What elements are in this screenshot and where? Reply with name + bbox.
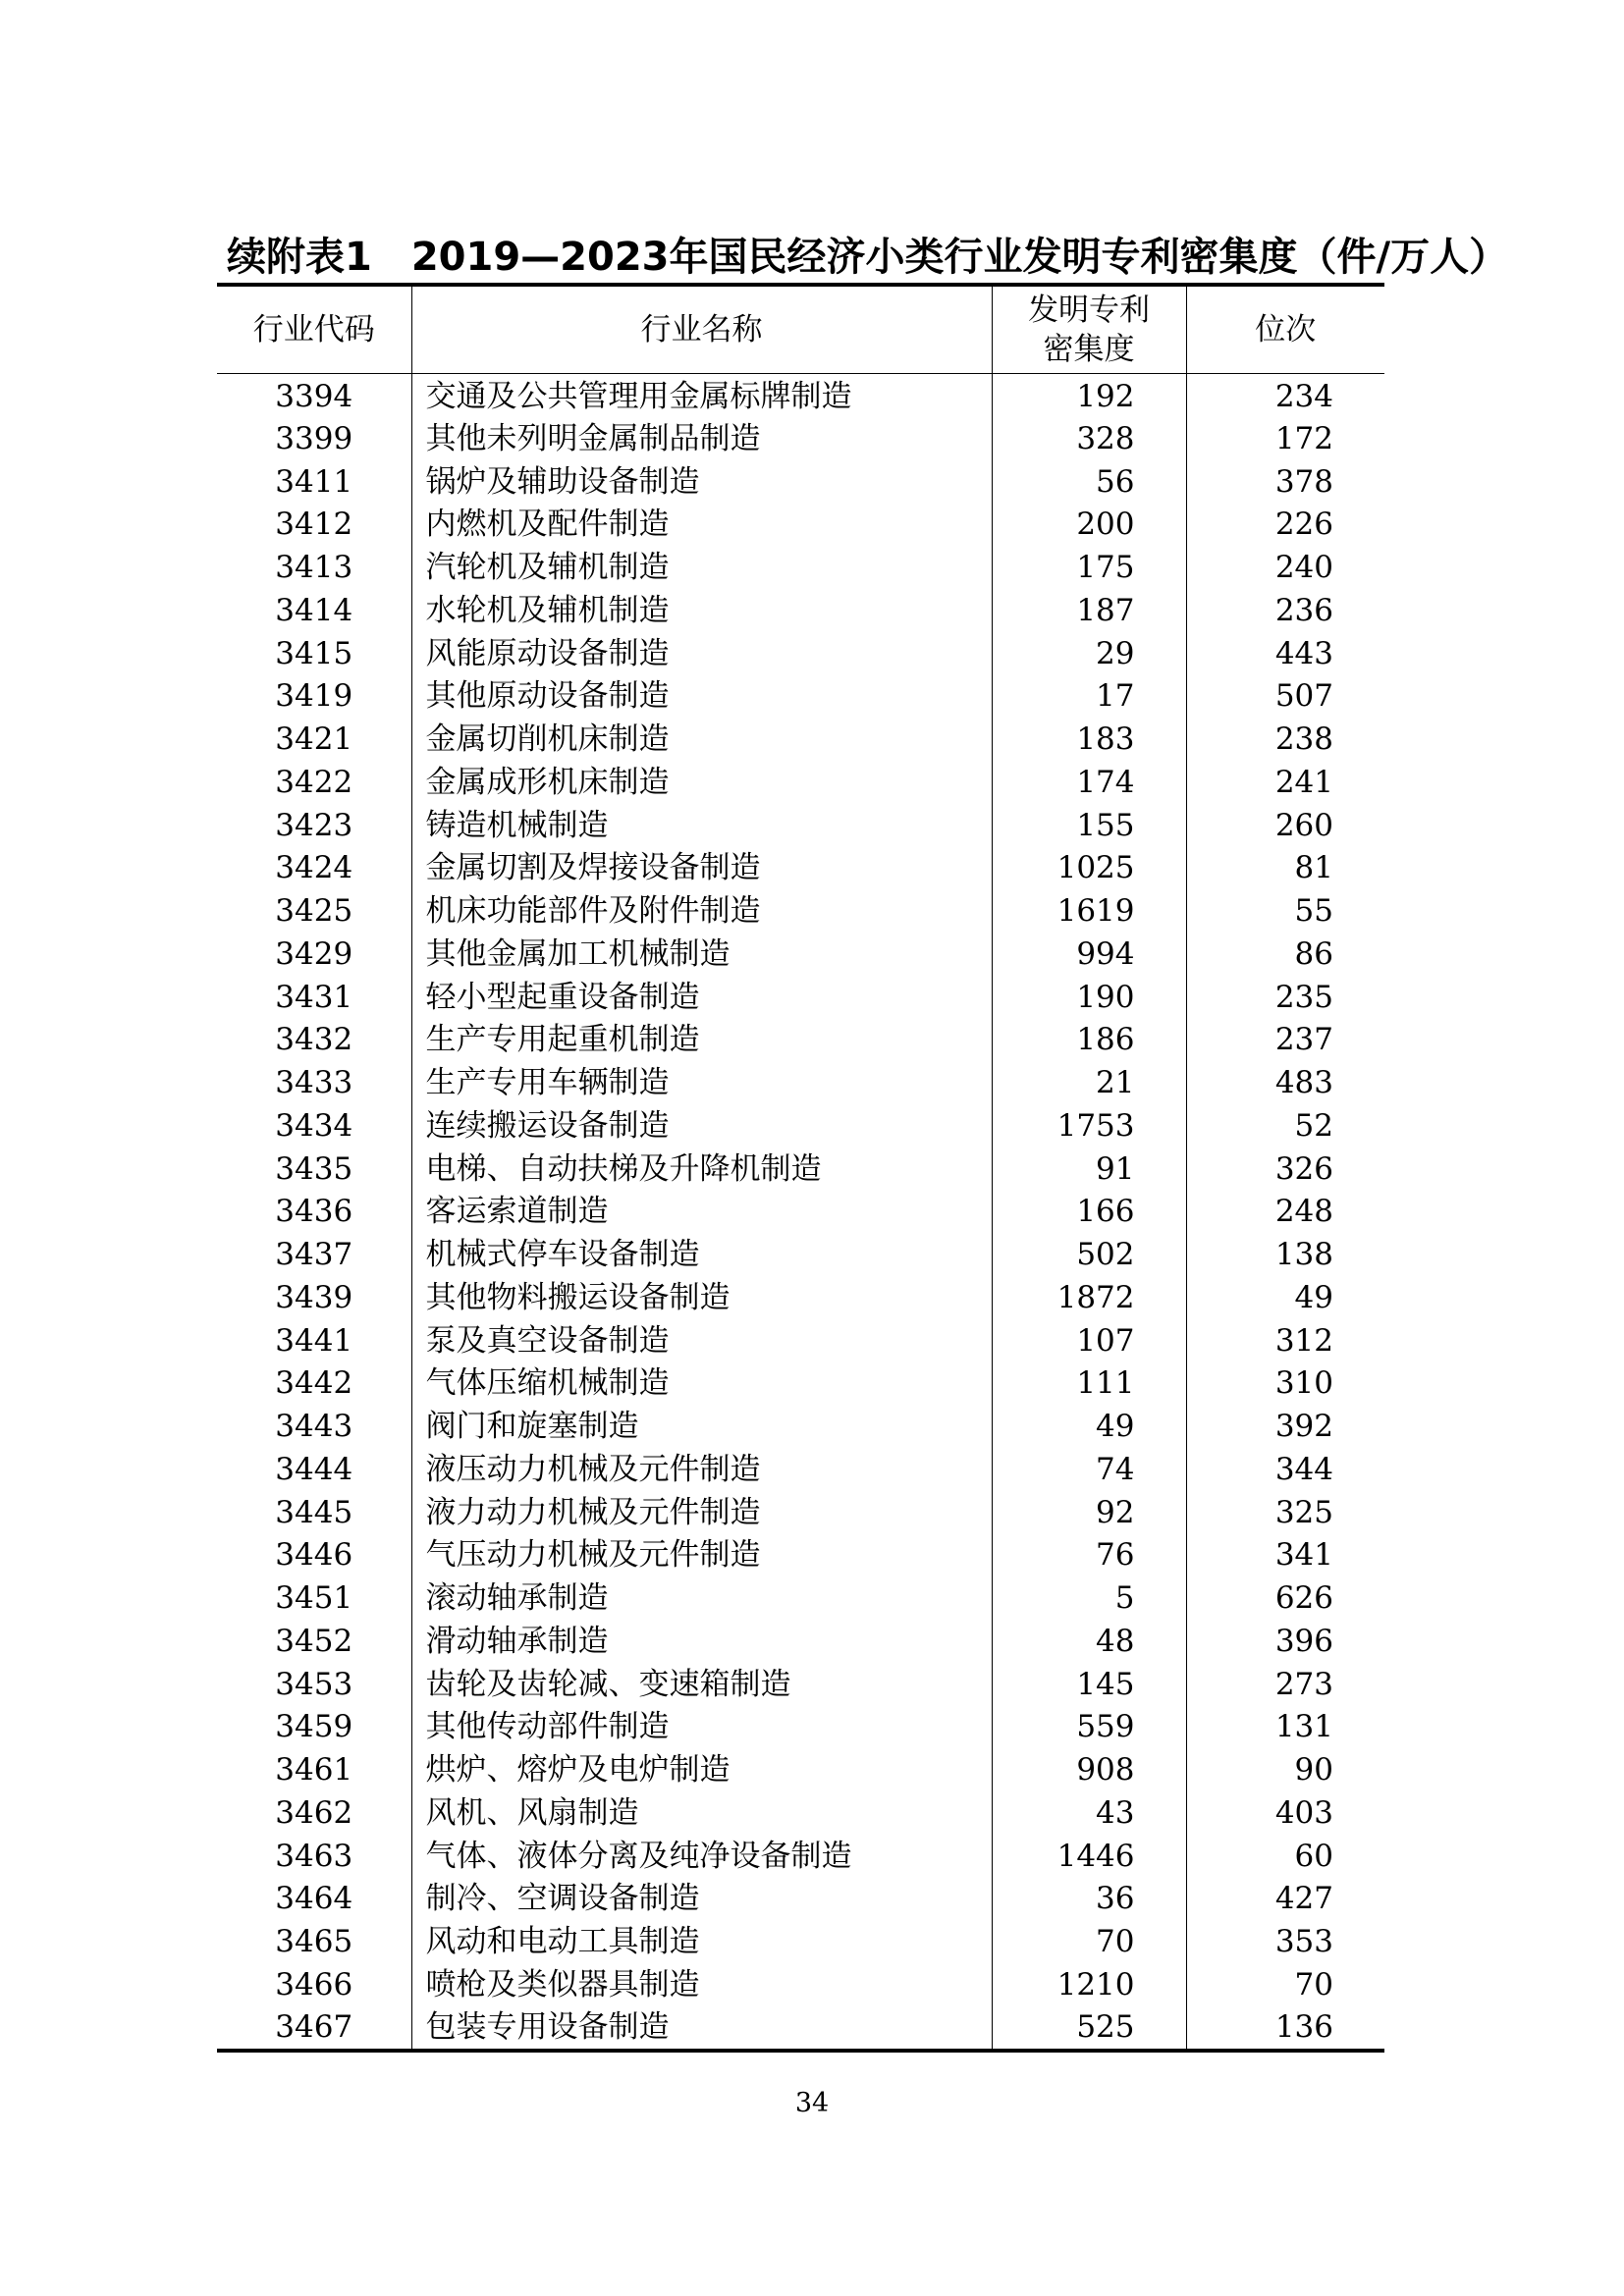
table-row [217,504,1384,547]
cell-patent-density: 1025 [992,847,1186,890]
cell-patent-density: 502 [992,1234,1186,1277]
cell-industry-code: 3425 [217,890,411,934]
table-row [217,2006,1384,2051]
cell-industry-name: 交通及公共管理用金属标牌制造 [411,373,992,418]
table-row [217,1062,1384,1105]
cell-rank: 378 [1274,463,1333,500]
cell-industry-name: 其他传动部件制造 [411,1706,992,1749]
cell-industry-code: 3464 [217,1878,411,1921]
table-row [217,1449,1384,1492]
cell-industry-name: 汽轮机及辅机制造 [411,547,992,590]
cell-industry-code: 3424 [217,847,411,890]
cell-industry-name: 液力动力机械及元件制造 [411,1491,992,1534]
table-row [217,675,1384,719]
cell-industry-name: 液压动力机械及元件制造 [411,1449,992,1492]
cell-rank: 241 [1274,764,1333,800]
cell-rank: 392 [1274,1409,1333,1445]
table-row [217,373,1384,418]
cell-industry-name: 电梯、自动扶梯及升降机制造 [411,1148,992,1191]
cell-patent-density: 559 [992,1706,1186,1749]
table-row [217,1749,1384,1792]
cell-patent-density: 76 [992,1534,1186,1577]
cell-rank: 70 [1294,1966,1333,2002]
cell-patent-density: 155 [992,804,1186,847]
cell-industry-code: 3412 [217,504,411,547]
cell-industry-name: 客运索道制造 [411,1191,992,1234]
cell-rank: 236 [1274,592,1333,628]
cell-industry-code: 3431 [217,976,411,1019]
table-body [217,373,1384,2051]
cell-industry-code: 3435 [217,1148,411,1191]
cell-rank: 52 [1294,1107,1333,1144]
cell-industry-code: 3399 [217,418,411,461]
cell-patent-density: 328 [992,418,1186,461]
cell-rank: 237 [1274,1022,1333,1058]
cell-patent-density: 48 [992,1621,1186,1664]
table-row [217,934,1384,977]
cell-rank: 235 [1274,979,1333,1015]
cell-industry-name: 水轮机及辅机制造 [411,590,992,633]
cell-industry-name: 阀门和旋塞制造 [411,1406,992,1449]
table-row [217,1964,1384,2007]
cell-industry-code: 3467 [217,2006,411,2051]
cell-industry-name: 生产专用起重机制造 [411,1019,992,1062]
cell-industry-name: 烘炉、熔炉及电炉制造 [411,1749,992,1792]
cell-patent-density: 190 [992,976,1186,1019]
cell-patent-density: 994 [992,934,1186,977]
cell-industry-name: 风能原动设备制造 [411,632,992,675]
cell-industry-code: 3463 [217,1835,411,1878]
cell-patent-density: 1446 [992,1835,1186,1878]
page-number: 34 [794,2088,830,2118]
table-row [217,1019,1384,1062]
cell-rank: 248 [1274,1194,1333,1230]
table-row [217,632,1384,675]
table-row [217,1234,1384,1277]
cell-patent-density: 29 [992,632,1186,675]
cell-industry-code: 3422 [217,762,411,805]
cell-industry-code: 3451 [217,1577,411,1621]
cell-rank: 427 [1274,1881,1333,1917]
cell-rank: 172 [1274,420,1333,456]
table-row [217,762,1384,805]
cell-patent-density: 1619 [992,890,1186,934]
cell-patent-density: 1753 [992,1105,1186,1148]
header-patent-density-line1: 发明专利 [1028,292,1150,328]
cell-industry-code: 3466 [217,1964,411,2007]
cell-industry-code: 3423 [217,804,411,847]
table-row [217,547,1384,590]
cell-industry-code: 3459 [217,1706,411,1749]
cell-industry-code: 3461 [217,1749,411,1792]
table-row [217,418,1384,461]
cell-industry-name: 滚动轴承制造 [411,1577,992,1621]
table-row [217,1105,1384,1148]
table-row [217,1621,1384,1664]
table-row [217,804,1384,847]
cell-industry-name: 机械式停车设备制造 [411,1234,992,1277]
table-row [217,1921,1384,1964]
cell-industry-name: 轻小型起重设备制造 [411,976,992,1019]
cell-patent-density: 1210 [992,1964,1186,2007]
cell-patent-density: 43 [992,1792,1186,1836]
cell-industry-code: 3415 [217,632,411,675]
cell-rank: 49 [1294,1279,1333,1315]
cell-rank: 273 [1274,1666,1333,1702]
cell-rank: 310 [1274,1365,1333,1402]
table-row [217,847,1384,890]
header-patent-density [992,285,1186,373]
table-row [217,1534,1384,1577]
cell-rank: 507 [1274,678,1333,715]
table-row [217,1878,1384,1921]
cell-industry-name: 其他金属加工机械制造 [411,934,992,977]
cell-patent-density: 186 [992,1019,1186,1062]
cell-rank: 443 [1274,635,1333,671]
cell-industry-code: 3394 [217,373,411,418]
cell-industry-code: 3453 [217,1663,411,1706]
cell-industry-name: 机床功能部件及附件制造 [411,890,992,934]
table-row [217,1835,1384,1878]
cell-patent-density: 1872 [992,1277,1186,1320]
table-row [217,1706,1384,1749]
cell-industry-name: 金属切割及焊接设备制造 [411,847,992,890]
cell-rank: 81 [1294,850,1333,886]
cell-industry-code: 3411 [217,460,411,504]
cell-industry-code: 3432 [217,1019,411,1062]
table-row [217,1362,1384,1406]
cell-industry-code: 3414 [217,590,411,633]
cell-patent-density: 70 [992,1921,1186,1964]
cell-patent-density: 49 [992,1406,1186,1449]
table-row [217,1191,1384,1234]
cell-industry-name: 气体、液体分离及纯净设备制造 [411,1835,992,1878]
cell-industry-name: 其他物料搬运设备制造 [411,1277,992,1320]
cell-patent-density: 192 [992,373,1186,418]
cell-industry-name: 内燃机及配件制造 [411,504,992,547]
table-row [217,1792,1384,1836]
table-row [217,719,1384,762]
cell-rank: 344 [1274,1451,1333,1487]
cell-industry-name: 齿轮及齿轮减、变速箱制造 [411,1663,992,1706]
cell-rank: 403 [1274,1794,1333,1831]
table-row [217,1577,1384,1621]
header-patent-density-line2: 密集度 [1043,331,1135,367]
table-row [217,976,1384,1019]
cell-industry-code: 3436 [217,1191,411,1234]
cell-patent-density: 92 [992,1491,1186,1534]
header-industry-name: 行业名称 [411,285,992,373]
cell-rank: 86 [1294,935,1333,972]
cell-industry-code: 3442 [217,1362,411,1406]
cell-industry-code: 3441 [217,1319,411,1362]
cell-patent-density: 74 [992,1449,1186,1492]
table-row [217,1663,1384,1706]
cell-patent-density: 908 [992,1749,1186,1792]
cell-industry-name: 喷枪及类似器具制造 [411,1964,992,2007]
cell-patent-density: 145 [992,1663,1186,1706]
cell-industry-name: 其他未列明金属制品制造 [411,418,992,461]
cell-industry-code: 3437 [217,1234,411,1277]
header-industry-code: 行业代码 [217,285,411,373]
cell-industry-name: 包装专用设备制造 [411,2006,992,2051]
cell-industry-code: 3443 [217,1406,411,1449]
cell-patent-density: 36 [992,1878,1186,1921]
cell-patent-density: 200 [992,504,1186,547]
cell-industry-code: 3452 [217,1621,411,1664]
cell-industry-name: 气体压缩机械制造 [411,1362,992,1406]
industry-patent-density-table [217,283,1384,2053]
cell-industry-name: 生产专用车辆制造 [411,1062,992,1105]
cell-industry-code: 3413 [217,547,411,590]
cell-industry-name: 金属成形机床制造 [411,762,992,805]
cell-patent-density: 183 [992,719,1186,762]
cell-patent-density: 5 [992,1577,1186,1621]
cell-rank: 240 [1274,550,1333,586]
cell-industry-code: 3419 [217,675,411,719]
cell-rank: 90 [1294,1752,1333,1789]
cell-patent-density: 107 [992,1319,1186,1362]
cell-industry-code: 3465 [217,1921,411,1964]
cell-industry-code: 3444 [217,1449,411,1492]
cell-rank: 341 [1274,1537,1333,1574]
table-title: 续附表1 2019—2023年国民经济小类行业发明专利密集度（件/万人） [227,235,1509,280]
cell-rank: 138 [1274,1237,1333,1273]
cell-industry-name: 其他原动设备制造 [411,675,992,719]
table-row [217,890,1384,934]
cell-rank: 136 [1274,2009,1333,2046]
cell-rank: 483 [1274,1065,1333,1101]
cell-patent-density: 175 [992,547,1186,590]
cell-rank: 353 [1274,1924,1333,1960]
cell-industry-code: 3446 [217,1534,411,1577]
cell-rank: 312 [1274,1322,1333,1359]
cell-industry-code: 3421 [217,719,411,762]
table-row [217,1319,1384,1362]
cell-industry-code: 3433 [217,1062,411,1105]
table-row [217,460,1384,504]
cell-industry-name: 风机、风扇制造 [411,1792,992,1836]
cell-rank: 326 [1274,1150,1333,1187]
cell-rank: 626 [1274,1580,1333,1617]
cell-patent-density: 91 [992,1148,1186,1191]
cell-industry-name: 连续搬运设备制造 [411,1105,992,1148]
cell-industry-name: 金属切削机床制造 [411,719,992,762]
cell-rank: 226 [1274,507,1333,543]
cell-rank: 55 [1294,893,1333,930]
cell-rank: 325 [1274,1494,1333,1530]
table-row [217,1148,1384,1191]
cell-industry-name: 制冷、空调设备制造 [411,1878,992,1921]
cell-industry-code: 3462 [217,1792,411,1836]
table-row [217,1406,1384,1449]
cell-industry-name: 泵及真空设备制造 [411,1319,992,1362]
table-row [217,1491,1384,1534]
cell-rank: 131 [1274,1709,1333,1745]
table-row [217,1277,1384,1320]
cell-patent-density: 111 [992,1362,1186,1406]
cell-industry-name: 风动和电动工具制造 [411,1921,992,1964]
table-row [217,590,1384,633]
cell-patent-density: 166 [992,1191,1186,1234]
cell-industry-name: 气压动力机械及元件制造 [411,1534,992,1577]
cell-patent-density: 174 [992,762,1186,805]
header-rank: 位次 [1186,285,1384,373]
cell-patent-density: 525 [992,2006,1186,2051]
cell-patent-density: 56 [992,460,1186,504]
cell-rank: 234 [1274,378,1333,414]
cell-patent-density: 21 [992,1062,1186,1105]
cell-rank: 396 [1274,1623,1333,1659]
cell-industry-code: 3429 [217,934,411,977]
cell-rank: 60 [1294,1838,1333,1874]
cell-rank: 238 [1274,721,1333,758]
cell-industry-name: 铸造机械制造 [411,804,992,847]
table-header [217,285,1384,373]
cell-industry-code: 3434 [217,1105,411,1148]
cell-industry-code: 3445 [217,1491,411,1534]
cell-industry-name: 滑动轴承制造 [411,1621,992,1664]
cell-industry-name: 锅炉及辅助设备制造 [411,460,992,504]
cell-industry-code: 3439 [217,1277,411,1320]
cell-rank: 260 [1274,807,1333,843]
cell-patent-density: 17 [992,675,1186,719]
cell-patent-density: 187 [992,590,1186,633]
